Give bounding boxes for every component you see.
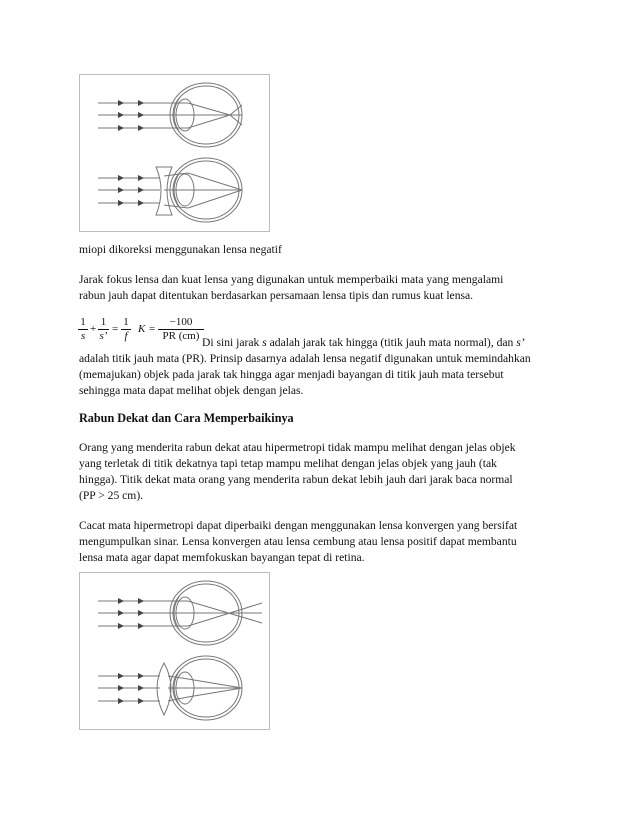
symbol-s-prime: s’ xyxy=(516,336,525,349)
numerator: −100 xyxy=(169,316,193,328)
power-symbol: K xyxy=(138,323,146,335)
paragraph-line: (PP > 25 cm). xyxy=(79,489,144,502)
paragraph-focal-length xyxy=(79,272,579,304)
text-run: adalah jarak tak hingga (titik jauh mata normal), dan xyxy=(266,336,517,349)
paragraph-line: mengumpulkan sinar. Lensa konvergen atau lensa cembung atau lensa positif dapat membantu xyxy=(79,535,517,548)
plus-sign: + xyxy=(90,323,97,335)
hypermetropia-correction-eye-diagram-icon xyxy=(80,573,269,729)
paragraph-line: hingga). Titik dekat mata orang yang menderita rabun dekat lebih jauh dari jarak baca normal xyxy=(79,473,513,486)
paragraph-explanation xyxy=(79,335,579,399)
paragraph-line: Cacat mata hipermetropi dapat diperbaiki dengan menggunakan lensa konvergen yang bersifat xyxy=(79,519,518,532)
caption-text: miopi dikoreksi menggunakan lensa negatif xyxy=(79,243,282,256)
paragraph-line: Jarak fokus lensa dan kuat lensa yang digunakan untuk memperbaiki mata yang mengalami xyxy=(79,273,504,286)
paragraph-line: yang terletak di titik dekatnya tapi tetap mampu melihat dengan jelas objek yang jauh (tak xyxy=(79,457,497,470)
symbol-s: s xyxy=(262,336,267,349)
numerator: 1 xyxy=(100,316,107,328)
denominator: PR (cm) xyxy=(162,330,200,342)
equals-sign: = xyxy=(149,323,156,335)
numerator: 1 xyxy=(123,316,129,328)
myopia-figure xyxy=(79,74,270,232)
paragraph-line: adalah titik jauh mata (PR). Prinsip dasarnya adalah lensa negatif digunakan untuk memindahkan xyxy=(79,352,531,365)
denominator: s xyxy=(80,330,86,342)
numerator: 1 xyxy=(80,316,86,328)
denominator: s’ xyxy=(99,330,108,342)
paragraph-line: (memajukan) objek pada jarak tak hingga agar menjadi bayangan di titik jauh mata tersebut xyxy=(79,368,504,381)
hypermetropia-figure xyxy=(79,572,270,730)
paragraph-line: rabun jauh dapat ditentukan berdasarkan persamaan lensa tipis dan rumus kuat lensa. xyxy=(79,289,474,302)
equals-sign: = xyxy=(112,323,119,335)
paragraph-line: lensa mata agar dapat memfokuskan bayangan tepat di retina. xyxy=(79,551,365,564)
denominator: f xyxy=(124,330,128,342)
paragraph-line: Orang yang menderita rabun dekat atau hipermetropi tidak mampu melihat dengan jelas objek xyxy=(79,441,516,454)
text-run: Di sini jarak xyxy=(202,336,263,349)
myopia-correction-eye-diagram-icon xyxy=(80,75,269,231)
section-heading xyxy=(79,410,579,426)
paragraph-correction xyxy=(79,518,579,566)
heading-text: Rabun Dekat dan Cara Memperbaikinya xyxy=(79,411,294,425)
paragraph-line: sehingga mata dapat melihat objek dengan jelas. xyxy=(79,384,304,397)
figure1-caption xyxy=(79,242,579,258)
paragraph-hypermetropia xyxy=(79,440,579,504)
paragraph-line xyxy=(79,335,579,351)
